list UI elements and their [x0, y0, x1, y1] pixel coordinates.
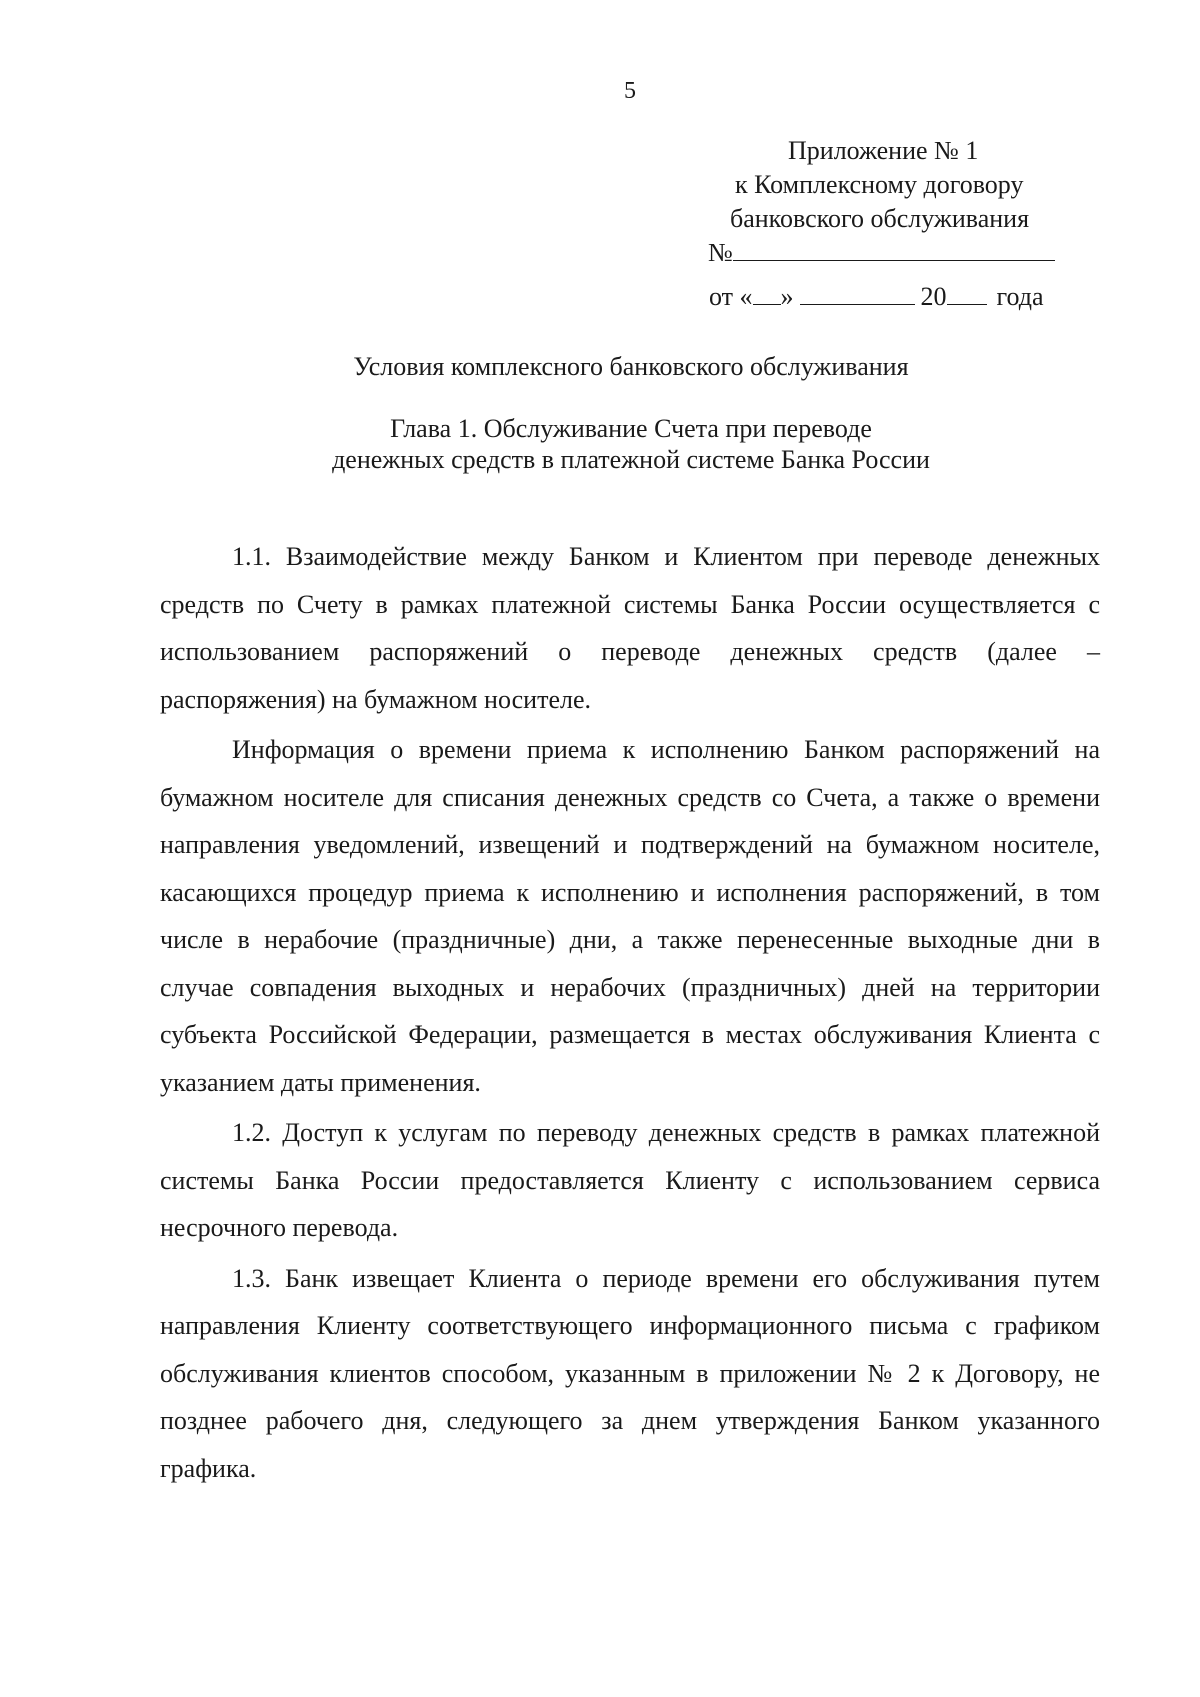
day-blank — [753, 282, 781, 305]
chapter-heading-line-1: Глава 1. Обслуживание Счета при переводе — [390, 414, 872, 443]
year-blank — [947, 282, 987, 305]
appendix-date-line — [690, 280, 1090, 314]
date-prefix: от « — [709, 282, 753, 311]
number-sign: № — [708, 238, 733, 267]
appendix-line-contract: к Комплексному договору — [735, 170, 1024, 199]
appendix-line-service: банковского обслуживания — [730, 204, 1030, 233]
year-suffix: года — [996, 282, 1044, 311]
date-quote-close: » — [780, 282, 794, 311]
appendix-number-line — [690, 236, 1090, 270]
month-blank — [800, 282, 915, 305]
appendix-header — [690, 134, 1090, 314]
chapter-heading-line-2: денежных средств в платежной системе Банка России — [332, 445, 930, 474]
paragraph-info: Информация о времени приема к исполнению Банком распоряжений на бумажном носителе для списания денежных средств со Счета, а также о времени направления уведомлений, извещений и подтверждений на бумажном носителе, касающихся процедур приема к исполнению и исполнения распоряжений, в том числе в нерабочие (праздничные) дни, а также перенесенные выходные дни в случае совпадения выходных и нерабочих (праздничных) дней на территории субъекта Российской Федерации, размещается в местах обслуживания Клиента с указанием даты применения. — [160, 735, 1100, 1097]
paragraph-1-1: 1.1. Взаимодействие между Банком и Клиентом при переводе денежных средств по Счету в рамках платежной системы Банка России осуществляется с использованием распоряжений о переводе денежных средств (далее – распоряжения) на бумажном носителе. — [160, 542, 1100, 714]
number-blank — [733, 238, 1055, 261]
year-prefix: 20 — [920, 282, 947, 311]
page-number: 5 — [624, 78, 636, 104]
document-body — [160, 533, 1100, 1492]
paragraph-1-3: 1.3. Банк извещает Клиента о периоде времени его обслуживания путем направления Клиенту соответствующего информационного письма с графиком обслуживания клиентов способом, указанным в приложении № 2 к Договору, не позднее рабочего дня, следующего за днем утверждения Банком указанного графика. — [160, 1263, 1100, 1483]
paragraph-1-2: 1.2. Доступ к услугам по переводу денежных средств в рамках платежной системы Банка России предоставляется Клиенту с использованием сервиса несрочного перевода. — [160, 1118, 1100, 1242]
document-title: Условия комплексного банковского обслуживания — [353, 352, 909, 381]
chapter-heading — [0, 413, 1200, 475]
appendix-title: Приложение № 1 — [788, 136, 979, 165]
